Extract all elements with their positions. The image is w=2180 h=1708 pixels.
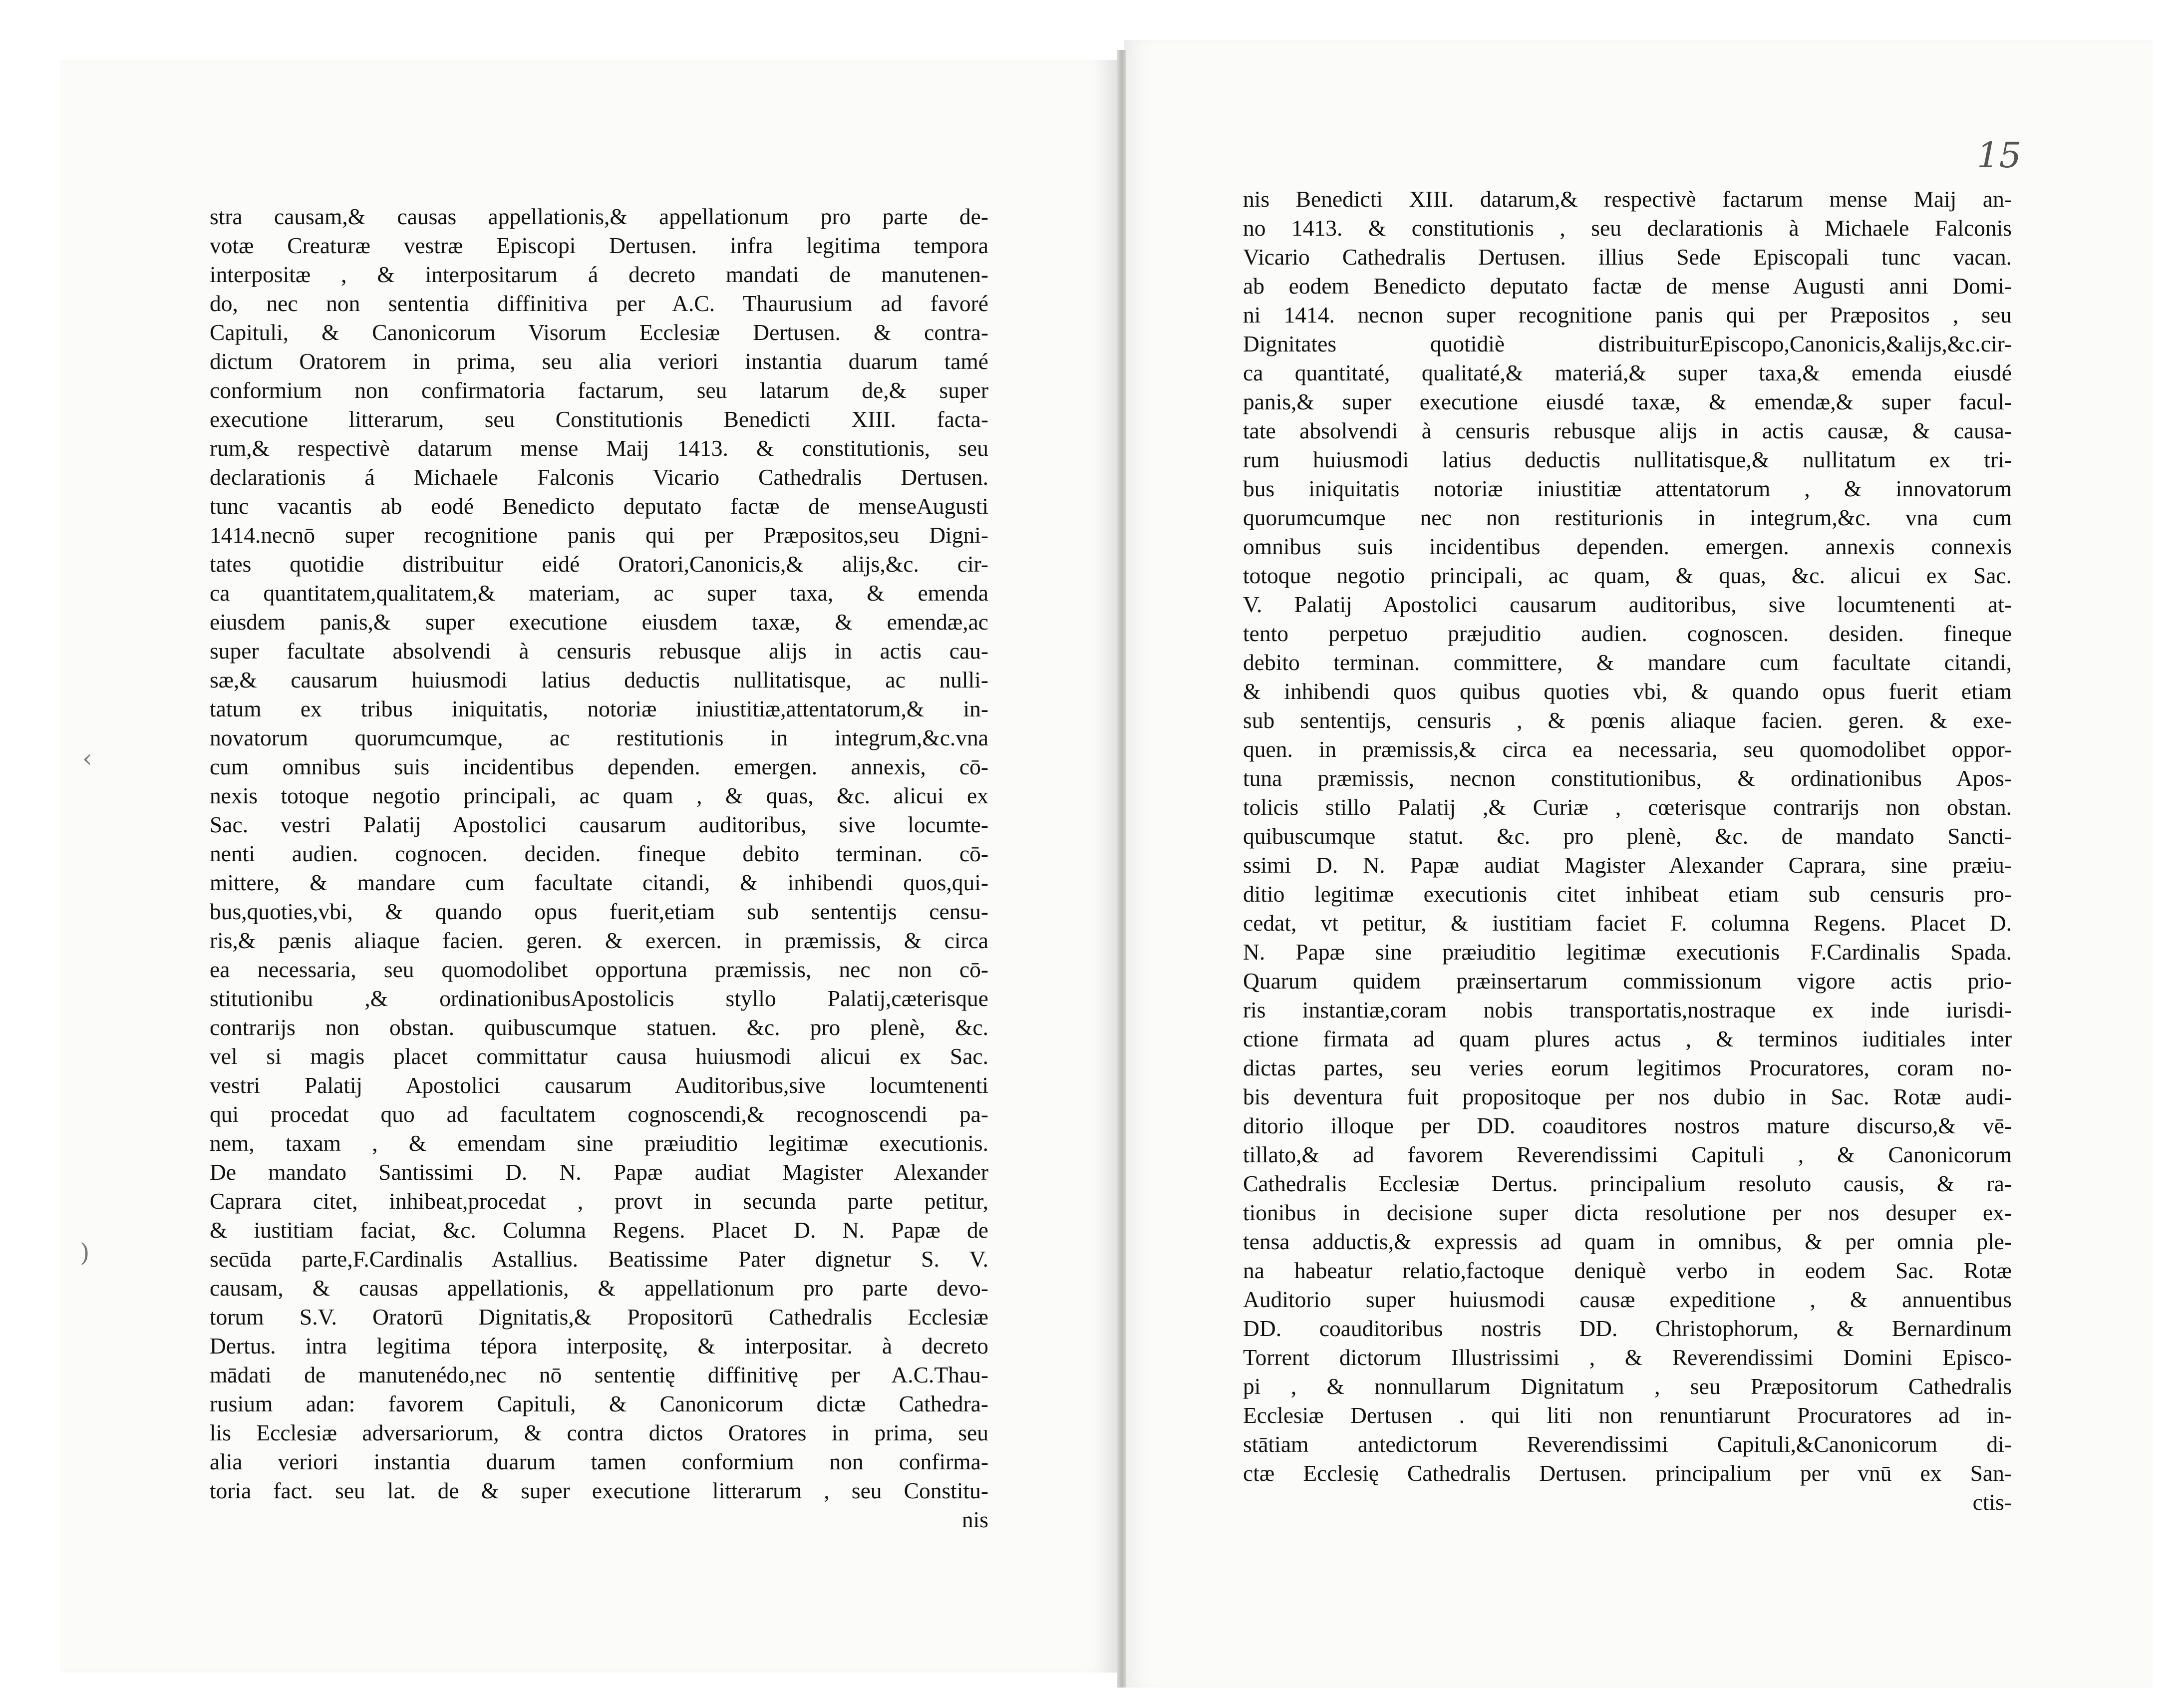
text-line: Capituli, & Canonicorum Visorum Ecclesiæ Dertusen. & contra- [210, 320, 988, 345]
text-line: ctæ Ecclesię Cathedralis Dertusen. principalium per vnū ex San- [1243, 1460, 2012, 1486]
text-line: causam, & causas appellationis, & appellationum pro parte devo- [210, 1275, 988, 1301]
text-line: dictas partes, seu veries eorum legitimos Procuratores, coram no- [1243, 1055, 2012, 1080]
text-line: ditio legitimæ executionis citet inhibeat etiam sub censuris pro- [1243, 881, 2012, 907]
text-line: Cathedralis Ecclesiæ Dertus. principalium resoluto causis, & ra- [1243, 1171, 2012, 1196]
text-line: Torrent dictorum Illustrissimi , & Reverendissimi Domini Episco- [1243, 1345, 2012, 1370]
text-line: tento perpetuo præjuditio audien. cognoscen. desiden. fineque [1243, 621, 2012, 646]
text-line: nexis totoque negotio principali, ac quam , & quas, &c. alicui ex [210, 783, 988, 808]
text-line: stitutionibu ,& ordinationibusApostolicis styllo Palatij,cæterisque [210, 986, 988, 1011]
page-edge-shadow [1093, 60, 1118, 1673]
text-line: super facultate absolvendi à censuris rebusque alijs in actis cau- [210, 638, 988, 664]
text-line: quen. in præmissis,& circa ea necessaria, seu quomodolibet oppor- [1243, 736, 2012, 762]
text-line: contrarijs non obstan. quibuscumque statuen. &c. pro plenè, &c. [210, 1015, 988, 1040]
text-line: mādati de manutenédo,nec nō sententię diffinitivę per A.C.Thau- [210, 1362, 988, 1387]
text-line: toria fact. seu lat. de & super executione litterarum , seu Constitu- [210, 1478, 988, 1503]
text-line: no 1413. & constitutionis , seu declarationis à Michaele Falconis [1243, 215, 2012, 241]
text-line: dictum Oratorem in prima, seu alia veriori instantia duarum tamé [210, 348, 988, 374]
text-line: Vicario Cathedralis Dertusen. illius Sede Episcopali tunc vacan. [1243, 244, 2012, 270]
text-line: novatorum quorumcumque, ac restitutionis in integrum,&c.vna [210, 725, 988, 750]
text-line: ca quantitatem,qualitatem,& materiam, ac super taxa, & emenda [210, 580, 988, 606]
text-line: do, nec non sententia diffinitiva per A.C. Thaurusium ad favoré [210, 291, 988, 316]
text-line: executione litterarum, seu Constitutionis Benedicti XIII. facta- [210, 406, 988, 432]
text-line: Dignitates quotidiè distribuiturEpiscopo,Canonicis,&alijs,&c.cir- [1243, 331, 2012, 356]
text-line: ca quantitaté, qualitaté,& materiá,& super taxa,& emenda eiusdé [1243, 360, 2012, 385]
text-line: bus iniquitatis notoriæ iniustitiæ attentatorum , & innovatorum [1243, 476, 2012, 501]
text-line: Sac. vestri Palatij Apostolici causarum auditoribus, sive locumte- [210, 812, 988, 837]
text-line: qui procedat quo ad facultatem cognoscendi,& recognoscendi pa- [210, 1101, 988, 1127]
text-line: panis,& super executione eiusdé taxæ, & emendæ,& super facul- [1243, 389, 2012, 414]
text-line: torum S.V. Oratorū Dignitatis,& Propositorū Cathedralis Ecclesiæ [210, 1304, 988, 1330]
catchword: ctis- [1972, 1489, 2012, 1515]
text-line: N. Papæ sine præiuditio legitimæ executionis F.Cardinalis Spada. [1243, 939, 2012, 965]
text-line: & inhibendi quos quibus quoties vbi, & quando opus fuerit etiam [1243, 679, 2012, 704]
text-line: ris instantiæ,coram nobis transportatis,nostraque ex inde iurisdi- [1243, 997, 2012, 1023]
text-line: declarationis á Michaele Falconis Vicario Cathedralis Dertusen. [210, 464, 988, 490]
text-line: rum huiusmodi latius deductis nullitatisque,& nullitatum ex tri- [1243, 447, 2012, 472]
text-line: 1414.necnō super recognitione panis qui per Præpositos,seu Digni- [210, 522, 988, 548]
text-line: nis Benedicti XIII. datarum,& respectivè factarum mense Maij an- [1243, 186, 2012, 212]
text-line: ctione firmata ad quam plures actus , & terminos iuditiales inter [1243, 1026, 2012, 1051]
text-line: stra causam,& causas appellationis,& appellationum pro parte de- [210, 204, 988, 229]
text-line: conformium non confirmatoria factarum, seu latarum de,& super [210, 377, 988, 403]
text-line: stātiam antedictorum Reverendissimi Capituli,&Canonicorum di- [1243, 1431, 2012, 1457]
text-line: tolicis stillo Palatij ,& Curiæ , cœterisque contrarijs non obstan. [1243, 794, 2012, 820]
right-text-column [1243, 185, 2012, 1517]
text-line: tionibus in decisione super dicta resolutione per nos desuper ex- [1243, 1200, 2012, 1225]
text-line: tatum ex tribus iniquitatis, notoriæ iniustitiæ,attentatorum,& in- [210, 696, 988, 721]
text-line: ab eodem Benedicto deputato factæ de mense Augusti anni Domi- [1243, 273, 2012, 299]
text-line: tensa adductis,& expressis ad quam in omnibus, & per omnia ple- [1243, 1229, 2012, 1254]
text-line: tillato,& ad favorem Reverendissimi Capituli , & Canonicorum [1243, 1142, 2012, 1167]
text-line: vestri Palatij Apostolici causarum Auditoribus,sive locumtenenti [210, 1072, 988, 1098]
text-line: omnibus suis incidentibus dependen. emergen. annexis connexis [1243, 534, 2012, 559]
text-line: Auditorio super huiusmodi causæ expeditione , & annuentibus [1243, 1287, 2012, 1312]
text-line: votæ Creaturæ vestræ Episcopi Dertusen. infra legitima tempora [210, 233, 988, 258]
text-line: Ecclesiæ Dertusen . qui liti non renuntiarunt Procuratores ad in- [1243, 1402, 2012, 1428]
text-line: na habeatur relatio,factoque deniquè verbo in eodem Sac. Rotæ [1243, 1258, 2012, 1283]
left-text-column [210, 202, 988, 1534]
text-line: bus,quoties,vbi, & quando opus fuerit,etiam sub sententijs censu- [210, 899, 988, 924]
text-line: interpositæ , & interpositarum á decreto mandati de manutenen- [210, 262, 988, 287]
margin-mark-upper: ‹ [82, 744, 92, 773]
text-line: ris,& pænis aliaque facien. geren. & exercen. in præmissis, & circa [210, 928, 988, 953]
catchword: nis [961, 1507, 988, 1532]
text-line: Caprara citet, inhibeat,procedat , provt in secunda parte petitur, [210, 1188, 988, 1214]
text-line: tate absolvendi à censuris rebusque alijs in actis causæ, & causa- [1243, 418, 2012, 443]
text-line: & iustitiam faciat, &c. Columna Regens. Placet D. N. Papæ de [210, 1217, 988, 1243]
text-line: cedat, vt petitur, & iustitiam faciet F. columna Regens. Placet D. [1243, 910, 2012, 936]
text-line: eiusdem panis,& super executione eiusdem taxæ, & emendæ,ac [210, 609, 988, 635]
text-line: vel si magis placet committatur causa huiusmodi alicui ex Sac. [210, 1043, 988, 1069]
text-line: secūda parte,F.Cardinalis Astallius. Beatissime Pater dignetur S. V. [210, 1246, 988, 1272]
text-line: Quarum quidem præinsertarum commissionum vigore actis prio- [1243, 968, 2012, 994]
text-line: tuna præmissis, necnon constitutionibus, & ordinationibus Apos- [1243, 765, 2012, 791]
text-line: sæ,& causarum huiusmodi latius deductis nullitatisque, ac nulli- [210, 667, 988, 692]
text-line: sub sententijs, censuris , & pœnis aliaque facien. geren. & exe- [1243, 707, 2012, 733]
text-line: tunc vacantis ab eodé Benedicto deputato factæ de menseAugusti [210, 493, 988, 519]
text-line: debito terminan. committere, & mandare cum facultate citandi, [1243, 650, 2012, 675]
text-line: rum,& respectivè datarum mense Maij 1413. & constitutionis, seu [210, 435, 988, 461]
text-line: V. Palatij Apostolici causarum auditoribus, sive locumtenenti at- [1243, 592, 2012, 617]
text-line: nenti audien. cognocen. deciden. fineque debito terminan. cō- [210, 841, 988, 866]
text-line: DD. coauditoribus nostris DD. Christophorum, & Bernardinum [1243, 1316, 2012, 1341]
text-line: lis Ecclesiæ adversariorum, & contra dictos Oratores in prima, seu [210, 1420, 988, 1445]
margin-mark-lower: ) [80, 1238, 90, 1267]
text-line: mittere, & mandare cum facultate citandi, & inhibendi quos,qui- [210, 870, 988, 895]
text-line: ditorio illoque per DD. coauditores nostros mature discurso,& vē- [1243, 1113, 2012, 1138]
text-line: nem, taxam , & emendam sine præiuditio legitimæ executionis. [210, 1130, 988, 1156]
text-line: tates quotidie distribuitur eidé Oratori,Canonicis,& alijs,&c. cir- [210, 551, 988, 577]
text-line: ssimi D. N. Papæ audiat Magister Alexander Caprara, sine præiu- [1243, 852, 2012, 878]
text-line: bis deventura fuit propositoque per nos dubio in Sac. Rotæ audi- [1243, 1084, 2012, 1109]
book-gutter [1117, 50, 1126, 1688]
text-line: De mandato Santissimi D. N. Papæ audiat Magister Alexander [210, 1159, 988, 1185]
text-line: alia veriori instantia duarum tamen conformium non confirma- [210, 1449, 988, 1474]
text-line: ea necessaria, seu quomodolibet opportuna præmissis, nec non cō- [210, 957, 988, 982]
text-line: rusium adan: favorem Capituli, & Canonicorum dictæ Cathedra- [210, 1391, 988, 1416]
text-line: pi , & nonnullarum Dignitatum , seu Præpositorum Cathedralis [1243, 1373, 2012, 1399]
text-line: quorumcumque nec non restiturionis in integrum,&c. vna cum [1243, 505, 2012, 530]
text-line: ni 1414. necnon super recognitione panis qui per Præpositos , seu [1243, 302, 2012, 328]
text-line: totoque negotio principali, ac quam, & quas, &c. alicui ex Sac. [1243, 563, 2012, 588]
text-line: Dertus. intra legitima tépora interpositę, & interpositar. à decreto [210, 1333, 988, 1359]
page-number: 15 [1977, 135, 2022, 176]
text-line: cum omnibus suis incidentibus dependen. emergen. annexis, cō- [210, 754, 988, 779]
text-line: quibuscumque statut. &c. pro plenè, &c. de mandato Sancti- [1243, 823, 2012, 849]
